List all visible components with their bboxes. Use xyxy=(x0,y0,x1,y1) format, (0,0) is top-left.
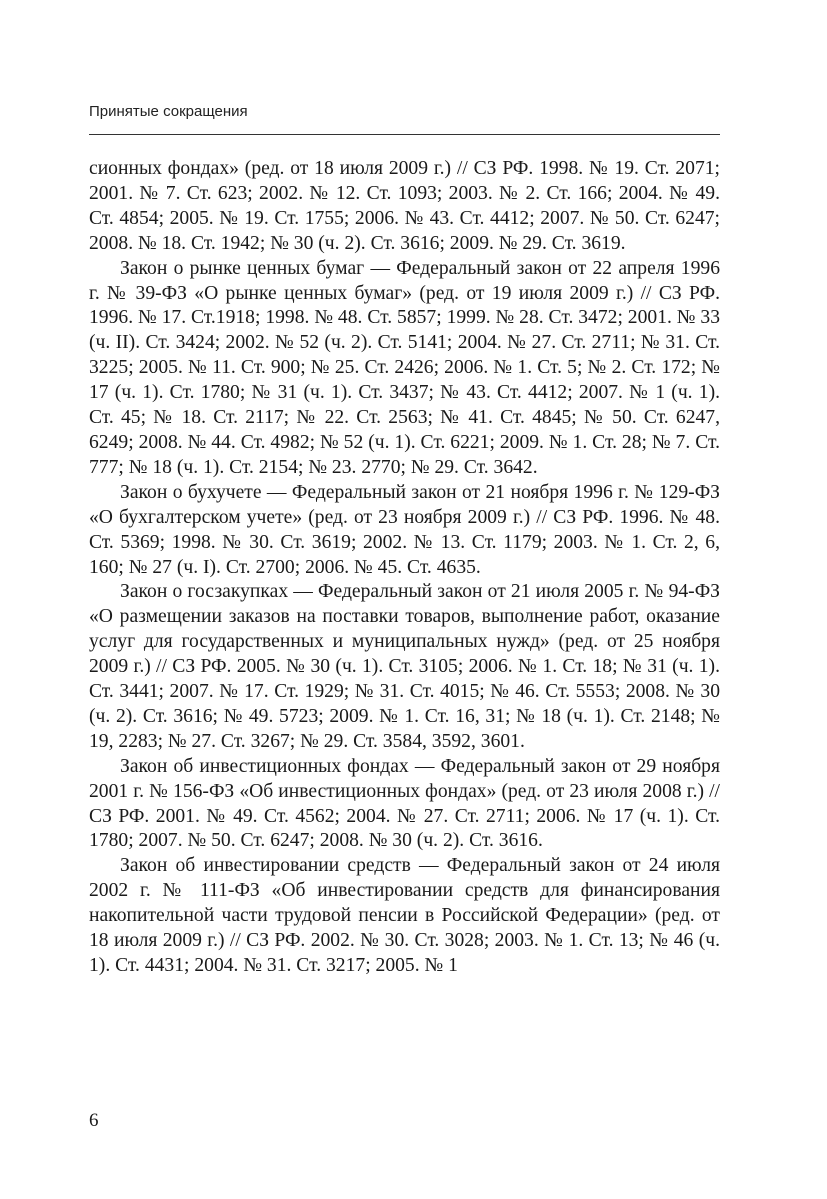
paragraph-securities-market-law: Закон о рынке ценных бумаг — Федеральный закон от 22 апреля 1996 г. № 39-ФЗ «О рынке ценных бумаг» (ред. от 19 июля 2009 г.) // СЗ РФ. 1996. № 17. Ст.1918; 1998. № 48. Ст. 5857; 1999. № 28. Ст. 3472; 2001. № 33 (ч. II). Ст. 3424; 2002. № 52 (ч. 2). Ст. 5141; 2004. № 27. Ст. 2711; № 31. Ст. 3225; 2005. № 11. Ст. 900; № 25. Ст. 2426; 2006. № 1. Ст. 5; № 2. Ст. 172; № 17 (ч. 1). Ст. 1780; № 31 (ч. 1). Ст. 3437; № 43. Ст. 4412; 2007. № 1 (ч. 1). Ст. 45; № 18. Ст. 2117; № 22. Ст. 2563; № 41. Ст. 4845; № 50. Ст. 6247, 6249; 2008. № 44. Ст. 4982; № 52 (ч. 1). Ст. 6221; 2009. № 1. Ст. 28; № 7. Ст. 777; № 18 (ч. 1). Ст. 2154; № 23. 2770; № 29. Ст. 3642. xyxy=(89,257,720,478)
paragraph-public-procurement-law: Закон о госзакупках — Федеральный закон от 21 июля 2005 г. № 94-ФЗ «О размещении заказов на поставки товаров, выполнение работ, оказание услуг для государственных и муниципальных нужд» (ред. от 25 ноября 2009 г.) // СЗ РФ. 2005. № 30 (ч. 1). Ст. 3105; 2006. № 1. Ст. 18; № 31 (ч. 1). Ст. 3441; 2007. № 17. Ст. 1929; № 31. Ст. 4015; № 46. Ст. 5553; 2008. № 30 (ч. 2). Ст. 3616; № 49. 5723; 2009. № 1. Ст. 16, 31; № 18 (ч. 1). Ст. 2148; № 19, 2283; № 27. Ст. 3267; № 29. Ст. 3584, 3592, 3601. xyxy=(89,581,720,752)
paragraph-investment-of-funds-law: Закон об инвестировании средств — Федеральный закон от 24 июля 2002 г. № 111-ФЗ «Об инвестировании средств для финансирования накопительной части трудовой пенсии в Российской Федерации» (ред. от 18 июля 2009 г.) // СЗ РФ. 2002. № 30. Ст. 3028; 2003. № 1. Ст. 13; № 46 (ч. 1). Ст. 4431; 2004. № 31. Ст. 3217; 2005. № 1 xyxy=(89,855,720,976)
page-body xyxy=(89,157,720,979)
page-number: 6 xyxy=(89,1110,99,1131)
paragraph-accounting-law: Закон о бухучете — Федеральный закон от 21 ноября 1996 г. № 129-ФЗ «О бухгалтерском учете» (ред. от 23 ноября 2009 г.) // СЗ РФ. 1996. № 48. Ст. 5369; 1998. № 30. Ст. 3619; 2002. № 13. Ст. 1179; 2003. № 1. Ст. 2, 6, 160; № 27 (ч. I). Ст. 2700; 2006. № 45. Ст. 4635. xyxy=(89,481,720,578)
header-divider xyxy=(89,134,720,135)
paragraph-continuation: сионных фондах» (ред. от 18 июля 2009 г.) // СЗ РФ. 1998. № 19. Ст. 2071; 2001. № 7. Ст. 623; 2002. № 12. Ст. 1093; 2003. № 2. Ст. 166; 2004. № 49. Ст. 4854; 2005. № 19. Ст. 1755; 2006. № 43. Ст. 4412; 2007. № 50. Ст. 6247; 2008. № 18. Ст. 1942; № 30 (ч. 2). Ст. 3616; 2009. № 29. Ст. 3619. xyxy=(89,158,720,254)
running-head-title: Принятые сокращения xyxy=(89,103,248,120)
paragraph-investment-funds-law: Закон об инвестиционных фондах — Федеральный закон от 29 ноября 2001 г. № 156-ФЗ «Об инвестиционных фондах» (ред. от 23 июля 2008 г.) // СЗ РФ. 2001. № 49. Ст. 4562; 2004. № 27. Ст. 2711; 2006. № 17 (ч. 1). Ст. 1780; 2007. № 50. Ст. 6247; 2008. № 30 (ч. 2). Ст. 3616. xyxy=(89,755,720,852)
